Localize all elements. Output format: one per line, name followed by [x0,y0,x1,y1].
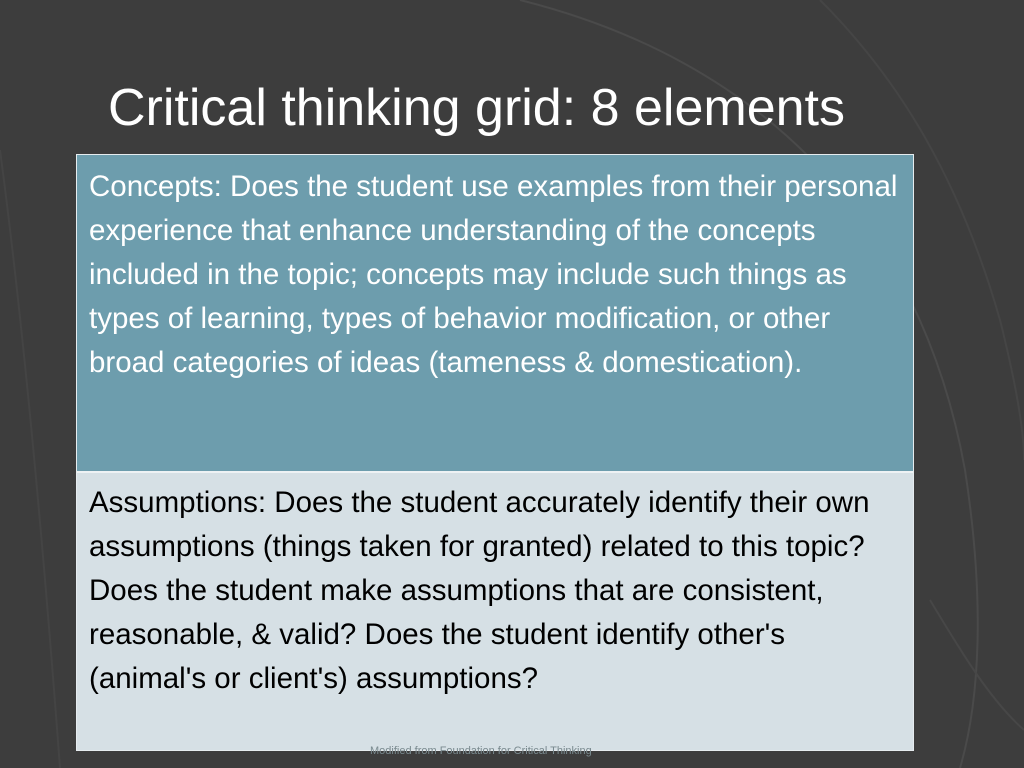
critical-thinking-grid [76,154,914,751]
slide-title: Critical thinking grid: 8 elements [108,79,845,137]
grid-row-concepts: Concepts: Does the student use examples from their personal experience that enhance understanding of the concepts included in the topic; concepts may include such things as types of learning, types of behavior modification, or other broad categories of ideas (tameness & domestication). [77,155,913,473]
grid-row-assumptions: Assumptions: Does the student accurately identify their own assumptions (things taken for granted) related to this topic? Does the student make assumptions that are consistent, reasonable, & valid? Does the student identify other's (animal's or client's) assumptions? [77,473,913,750]
footer-credit: Modified from Foundation for Critical Thinking [370,745,592,757]
